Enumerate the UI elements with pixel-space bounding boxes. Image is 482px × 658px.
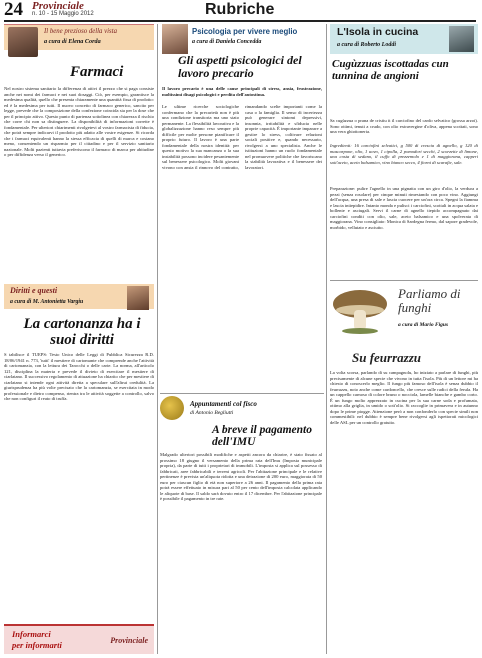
author-photo xyxy=(127,286,149,310)
psicologia-lead: Il lavoro precario è una delle cause principali di stress, ansia, frustrazione, moltissimi disagi psicologici e perdita dell'autostima. xyxy=(162,86,322,97)
author-photo xyxy=(449,26,474,52)
isola-column-header xyxy=(330,24,478,54)
column-author: di Antonio Begliutti xyxy=(190,410,234,416)
column-title: L'Isola in cucina xyxy=(337,26,419,38)
mushroom-icon xyxy=(330,284,390,334)
diritti-title: La cartonanza ha i suoi diritti xyxy=(23,316,141,348)
author-photo xyxy=(8,27,38,57)
diritti-body: S tabilisce il TUEPS: Testo Unico delle Leggi di Pubblica Sicurezza R.D. 18/06/1941 n. 773, 'tutti' il mestiere di cartomante che comprende anche l'attività di cartomanzia, con la lettura dei Tarocchi o delle carte. La norma, all'articolo 121, disciplina la materia e prevede il divieto di esercitare il mestiere di ciarlatano. Il successivo regolamento di attuazione ha chiarito che per mestiere di ciarlatano si intende ogni attività diretta a speculare sull'altrui credulità. La giurisprudenza ha più volte precisato che la cartomanzia, se esercitata in modo professionale e dietro compenso, rientra tra le attività soggette a controllo, salvo che non configuri il reato di truffa. xyxy=(4,352,154,401)
column-author: a cura di Roberto Loddi xyxy=(337,42,397,48)
column-title: Il bene prezioso della vista xyxy=(44,28,117,35)
farmaci-title: Farmaci xyxy=(70,64,124,80)
diritti-column-header xyxy=(4,284,154,309)
column-author: a cura di Mario Figus xyxy=(398,322,449,328)
footer-banner xyxy=(4,624,154,654)
column-title: Psicologia per vivere meglio xyxy=(192,27,298,36)
section-title: Rubriche xyxy=(205,1,275,18)
isola-headline: Cugùzzuas iscottadas cun tunnina de angioni xyxy=(332,58,449,82)
page-number: 24 xyxy=(4,0,23,20)
funghi-body: La volta scorsa, parlando di su campagnolu, ho iniziato a parlare di funghi, più precisamente di alcune specie che vivono in tutta l'isola. Più di un lettore mi ha chiesto di conoscerlo meglio. Il fungo più famoso dell'isola è senza dubbio il feurrazzu, noto anche come cardoncello, che cresce sulle radici della ferula. Ha un cappello carnoso di colore bruno o nocciola, lamelle bianche e gambo corto. È un fungo molto apprezzato in cucina per la sua carne soda e profumata, ottimo alla griglia, in umido o sott'olio. Si raccoglie in primavera e in autunno dopo le prime piogge. Attenzione però a non confonderlo con specie simili non commestibili: nel dubbio è sempre bene rivolgersi agli ispettorati micologici delle ASL per un controllo gratuito. xyxy=(330,370,478,425)
column-divider xyxy=(326,24,327,654)
masthead-logo: Provinciale xyxy=(32,0,84,12)
section-divider xyxy=(160,393,324,394)
footer-line-1: Informarci xyxy=(12,629,51,639)
column-divider xyxy=(157,24,158,654)
funghi-column-title: Parliamo di funghi xyxy=(398,286,461,315)
fisco-headline: A breve il pagamento dell'IMU xyxy=(212,424,312,448)
coin-icon xyxy=(160,396,184,420)
farmaci-body: Nel nostro sistema sanitario la differenza di attivi il prezzo che si paga consiste anche nei nomi dei farmaci e nei suoi dosaggi. Ciò, per esempio, garantisce la medesima qualità, quello che presenta chiaramente una quantità fissa di prodotto: ed è la medesima per tutti. Il nuovo concetto di farmaco generico, sancito per legge, prevede che la composizione della confezione coincida sia per la dose che per il principio attivo. Questo punto di partenza sottolinea con chiarezza il rischio che corre chi non sa distinguere. La disponibilità di informazioni corrette è fondamentale. Per ulteriori chiarimenti rivolgetevi al vostro farmacista di fiducia, che potrà sempre indicarvi il prodotto più adatto alle vostre esigenze. Si ricorda che i farmaci equivalenti hanno la stessa efficacia di quelli di marca e costano meno, consentendo un risparmio per il cittadino e per il servizio sanitario nazionale. Molti pazienti tuttavia preferiscono il farmaco di marca per abitudine o per diffidenza verso il generico. xyxy=(4,86,154,157)
isola-body: Preparazione: pulire l'agnello in una pignatta con un giro d'olio, la verdura a pezzi (senza rosolare) per cinque minuti rimestando con poco vino. Aggiungi dell'acqua, una presa di sale e lascia cuocere per un'ora circa. Spegni la fiamma e lascia intiepidire. Intanto monda e pulisci i carciofini, scottali in acqua salata e bollente e asciugali. Servi il carne di agnello tiepido accompagnato dai carciofini conditi con olio, sale, aceto balsamico e una spolverata di maggiorana. Vino consigliato: Monica di Sardegna fermo, dal sapore gradevole, morbido, vellutato e asciutto. xyxy=(330,186,478,230)
psicologia-column-header xyxy=(160,24,318,50)
footer-logo: Provinciale xyxy=(110,636,148,645)
psicologia-headline: Gli aspetti psicologici del lavoro precario xyxy=(178,53,302,80)
fisco-column-header xyxy=(160,396,320,421)
column-author: a cura di Elena Corda xyxy=(44,38,101,45)
section-divider xyxy=(330,280,478,281)
isola-intro: Sa cugùzzua o prana de cristiu it il carciofino del cardo selvatico (grossa arzoi). Sono ottimi, tenuti a crudo, con olio extravergine d'oliva, appena scottati, sono una vera ghiottoneria. xyxy=(330,118,478,134)
farmaci-column-header xyxy=(4,24,154,50)
isola-ingredients: Ingredienti: 16 carciofini selvatici, g 500 di crescia di agnello, g 120 di mascarpone, olio, 1 uovo, 1 cipolla, 2 pomodori secchi, 2 scorzette di limone, una costa di sedano, il cuffo di prezzemolo e 1 di maggiorana, capperi sott'aceto, aceto balsamico, vino bianco secco, 4 fiorni di scarafie, sale. xyxy=(330,143,478,165)
funghi-title: Su feurrazzu xyxy=(352,350,422,365)
column-author: a cura di Daniela Concedda xyxy=(192,39,262,45)
column-author: a cura di M. Antonietta Vargiu xyxy=(10,299,84,305)
column-title: Diritti e questi xyxy=(10,286,58,295)
issue-date: n. 10 - 15 Maggio 2012 xyxy=(32,11,94,17)
column-title: Appuntamenti col fisco xyxy=(190,400,257,408)
psicologia-body: Le ultime ricerche sociologiche confermano che la precarietà non è più una condizione transitoria ma uno stato permanente. La flessibilità lavorativa e la globalizzazione hanno reso sempre più difficile per molte persone pianificare il proprio futuro. Il lavoro è una parte fondamentale della nostra identità: per questo motivo la sua mancanza o la sua instabilità possono incidere pesantemente sul benessere psicologico. Molti giovani vivono con ansia il rinnovo del contratto, rimandando scelte importanti come la casa o la famiglia. Il senso di incertezza può generare sintomi depressivi, insonnia, irritabilità e sfiducia nelle proprie capacità. È importante imparare a gestire lo stress, coltivare relazioni sociali positive e, quando necessario, rivolgersi a uno specialista. Anche le istituzioni hanno un ruolo fondamentale nel promuovere politiche che favoriscano la stabilità lavorativa e il benessere dei lavoratori. xyxy=(162,104,322,170)
author-photo xyxy=(162,24,188,54)
page-header xyxy=(0,0,482,20)
fisco-body: Malgrado ulteriori possibili modifiche e aspetti ancora da chiarire, è stato fissato al prossimo 18 giugno il versamento della prima rata dell'Imu (Imposta municipale propria), da parte di tutti i proprietari di immobili. L'imposta si applica sul possesso di fabbricati, aree fabbricabili e terreni agricoli. Per l'abitazione principale e le relative pertinenze è prevista un'aliquota ridotta e una detrazione di 200 euro, maggiorata di 50 euro per ciascun figlio di età non superiore a 26 anni. Il pagamento della prima rata potrà essere effettuato in misura pari al 50 per cento dell'imposta calcolata applicando le aliquote di base. Il saldo sarà dovuto entro il 17 dicembre. Per l'abitazione principale è possibile il pagamento in tre rate. xyxy=(160,452,322,501)
footer-line-2: per informarti xyxy=(12,640,62,650)
header-divider xyxy=(4,20,476,22)
